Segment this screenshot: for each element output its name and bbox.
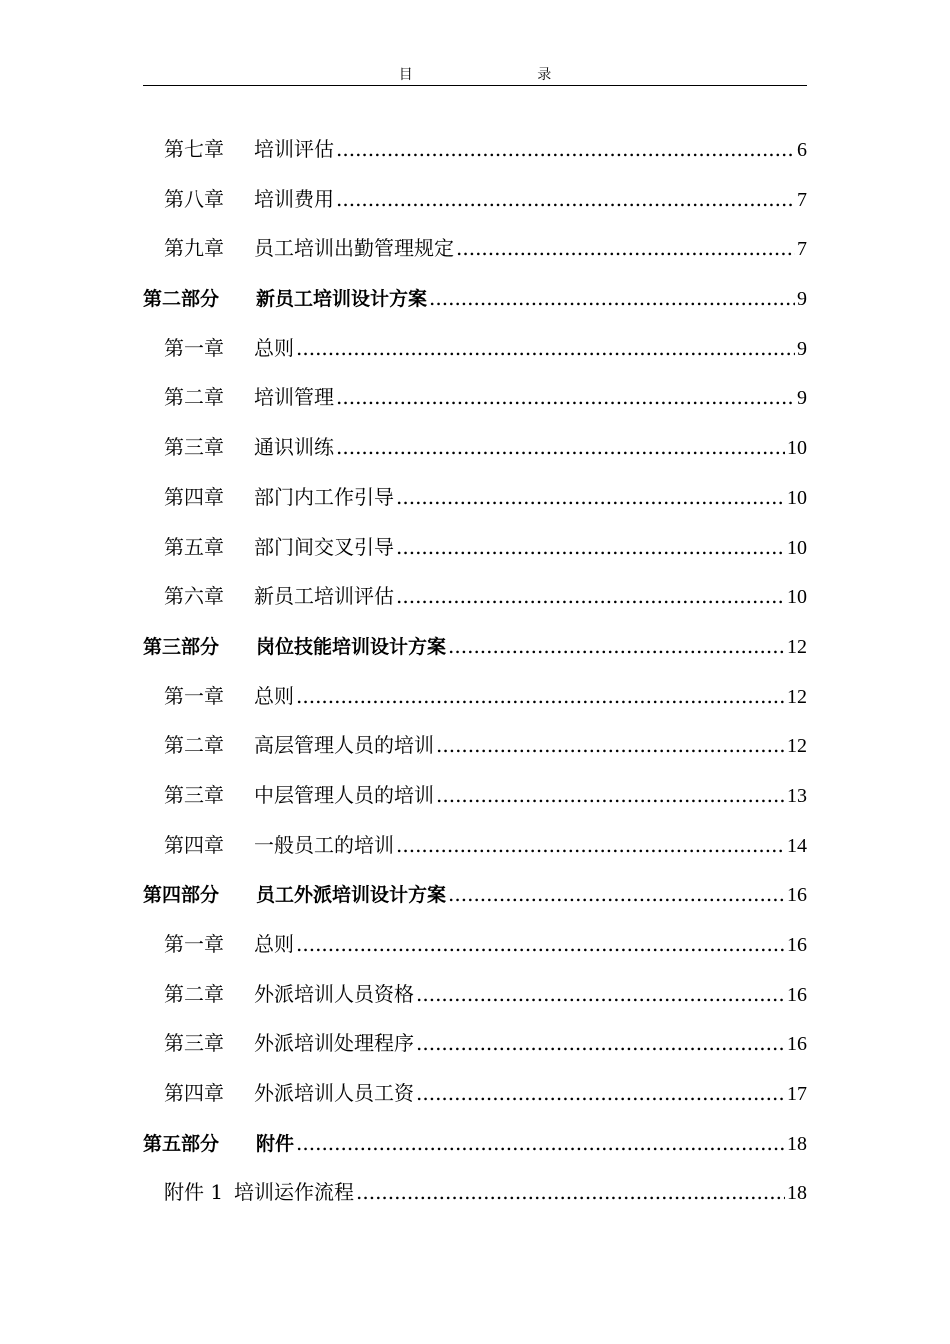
toc-entry-title: 通识训练 <box>254 435 334 460</box>
toc-dot-leader <box>448 622 785 672</box>
toc-chapter-entry[interactable] <box>143 1019 807 1069</box>
toc-chapter-entry[interactable] <box>143 373 807 423</box>
toc-page-number: 12 <box>787 635 807 658</box>
toc-entry-number: 第五部分 <box>143 1132 220 1155</box>
toc-entry-number: 第一章 <box>164 335 224 360</box>
toc-chapter-entry[interactable] <box>143 175 807 225</box>
toc-entry-title: 员工培训出勤管理规定 <box>254 236 454 261</box>
toc-page-number: 16 <box>787 983 807 1006</box>
toc-part-entry[interactable] <box>143 274 807 324</box>
toc-dot-leader <box>416 1069 785 1119</box>
toc-chapter-entry[interactable] <box>143 224 807 274</box>
page-header <box>143 60 807 86</box>
toc-dot-leader <box>336 423 785 473</box>
toc-entry-title: 岗位技能培训设计方案 <box>256 635 447 658</box>
toc-chapter-entry[interactable] <box>143 771 807 821</box>
toc-entry-number: 第四章 <box>164 1081 224 1106</box>
toc-entry-number: 第八章 <box>164 186 224 211</box>
toc-page-number: 7 <box>797 238 807 261</box>
toc-dot-leader <box>356 1168 785 1218</box>
toc-page-number: 10 <box>787 586 807 609</box>
toc-entry-title: 一般员工的培训 <box>254 832 394 857</box>
toc-entry-number: 第二章 <box>164 733 224 758</box>
toc-chapter-entry[interactable] <box>143 324 807 374</box>
toc-entry-number: 第一章 <box>164 683 224 708</box>
toc-entry-title: 员工外派培训设计方案 <box>256 884 447 907</box>
toc-chapter-entry[interactable] <box>143 473 807 523</box>
toc-dot-leader <box>336 373 795 423</box>
toc-page-number: 14 <box>787 834 807 857</box>
toc-entry-title: 培训管理 <box>254 385 334 410</box>
toc-chapter-entry[interactable] <box>143 523 807 573</box>
toc-page-number: 10 <box>787 536 807 559</box>
toc-chapter-entry[interactable] <box>143 672 807 722</box>
toc-chapter-entry[interactable] <box>143 721 807 771</box>
toc-page-number: 16 <box>787 884 807 907</box>
toc-entry-title: 部门间交叉引导 <box>254 534 394 559</box>
toc-entry-number: 第三章 <box>164 435 224 460</box>
toc-dot-leader <box>416 970 785 1020</box>
toc-chapter-entry[interactable] <box>143 821 807 871</box>
toc-chapter-entry[interactable] <box>143 125 807 175</box>
toc-entry-number: 第一章 <box>164 932 224 956</box>
toc-entry-number: 第三章 <box>164 1031 224 1056</box>
toc-dot-leader <box>296 672 785 722</box>
toc-entry-title: 总则 <box>254 932 294 956</box>
toc-chapter-entry[interactable] <box>143 920 807 970</box>
toc-chapter-entry[interactable] <box>143 1168 807 1218</box>
toc-entry-title: 培训运作流程 <box>234 1180 354 1205</box>
toc-entry-title: 新员工培训评估 <box>254 584 394 609</box>
toc-page-number: 17 <box>787 1083 807 1106</box>
toc-entry-number: 第四章 <box>164 484 224 509</box>
toc-dot-leader <box>336 125 795 175</box>
toc-entry-title: 培训费用 <box>254 186 334 211</box>
table-of-contents <box>143 125 807 1218</box>
toc-entry-number: 第三部分 <box>143 635 220 658</box>
toc-entry-number: 第二章 <box>164 981 224 1006</box>
toc-entry-title: 外派培训人员资格 <box>254 981 414 1006</box>
toc-chapter-entry[interactable] <box>143 970 807 1020</box>
toc-page-number: 7 <box>797 188 807 211</box>
toc-page-number: 13 <box>787 784 807 807</box>
toc-entry-number: 第四章 <box>164 832 224 857</box>
toc-dot-leader <box>448 870 785 920</box>
toc-entry-number: 第七章 <box>164 137 224 161</box>
toc-entry-title: 总则 <box>254 335 294 360</box>
toc-chapter-entry[interactable] <box>143 1069 807 1119</box>
toc-part-entry[interactable] <box>143 870 807 920</box>
toc-entry-title: 部门内工作引导 <box>254 484 394 509</box>
toc-dot-leader <box>396 572 785 622</box>
toc-entry-number: 第五章 <box>164 534 224 559</box>
toc-entry-title: 总则 <box>254 683 294 708</box>
toc-part-entry[interactable] <box>143 1119 807 1169</box>
toc-dot-leader <box>296 324 795 374</box>
toc-entry-title: 外派培训人员工资 <box>254 1081 414 1106</box>
toc-page-number: 18 <box>787 1132 807 1155</box>
toc-page-number: 12 <box>787 735 807 758</box>
toc-entry-number: 附件 1 <box>164 1180 224 1205</box>
toc-entry-number: 第二部分 <box>143 288 220 311</box>
toc-entry-title: 中层管理人员的培训 <box>254 782 434 807</box>
header-title: 目 录 <box>398 67 612 83</box>
toc-page-number: 18 <box>787 1182 807 1205</box>
toc-dot-leader <box>436 771 785 821</box>
toc-dot-leader <box>429 274 795 324</box>
toc-dot-leader <box>396 821 785 871</box>
toc-page-number: 12 <box>787 685 807 708</box>
toc-dot-leader <box>336 175 795 225</box>
toc-dot-leader <box>436 721 785 771</box>
toc-entry-number: 第二章 <box>164 385 224 410</box>
toc-entry-title: 高层管理人员的培训 <box>254 733 434 758</box>
toc-entry-number: 第九章 <box>164 236 224 261</box>
toc-entry-title: 培训评估 <box>254 137 334 161</box>
toc-page-number: 9 <box>797 337 807 360</box>
toc-page-number: 6 <box>797 139 807 161</box>
toc-entry-number: 第六章 <box>164 584 224 609</box>
toc-page-number: 9 <box>797 288 807 311</box>
toc-page-number: 9 <box>797 387 807 410</box>
toc-chapter-entry[interactable] <box>143 572 807 622</box>
toc-page-number: 10 <box>787 486 807 509</box>
toc-dot-leader <box>396 473 785 523</box>
toc-dot-leader <box>416 1019 785 1069</box>
toc-entry-title: 外派培训处理程序 <box>254 1031 414 1056</box>
toc-dot-leader <box>396 523 785 573</box>
toc-dot-leader <box>296 920 785 970</box>
toc-page-number: 16 <box>787 1033 807 1056</box>
toc-dot-leader <box>296 1119 785 1169</box>
toc-page-number: 16 <box>787 934 807 956</box>
toc-entry-title: 附件 <box>256 1132 295 1155</box>
toc-part-entry[interactable] <box>143 622 807 672</box>
toc-dot-leader <box>456 224 795 274</box>
toc-chapter-entry[interactable] <box>143 423 807 473</box>
toc-entry-title: 新员工培训设计方案 <box>256 288 428 311</box>
toc-page-number: 10 <box>787 437 807 460</box>
toc-entry-number: 第四部分 <box>143 884 220 907</box>
toc-entry-number: 第三章 <box>164 782 224 807</box>
